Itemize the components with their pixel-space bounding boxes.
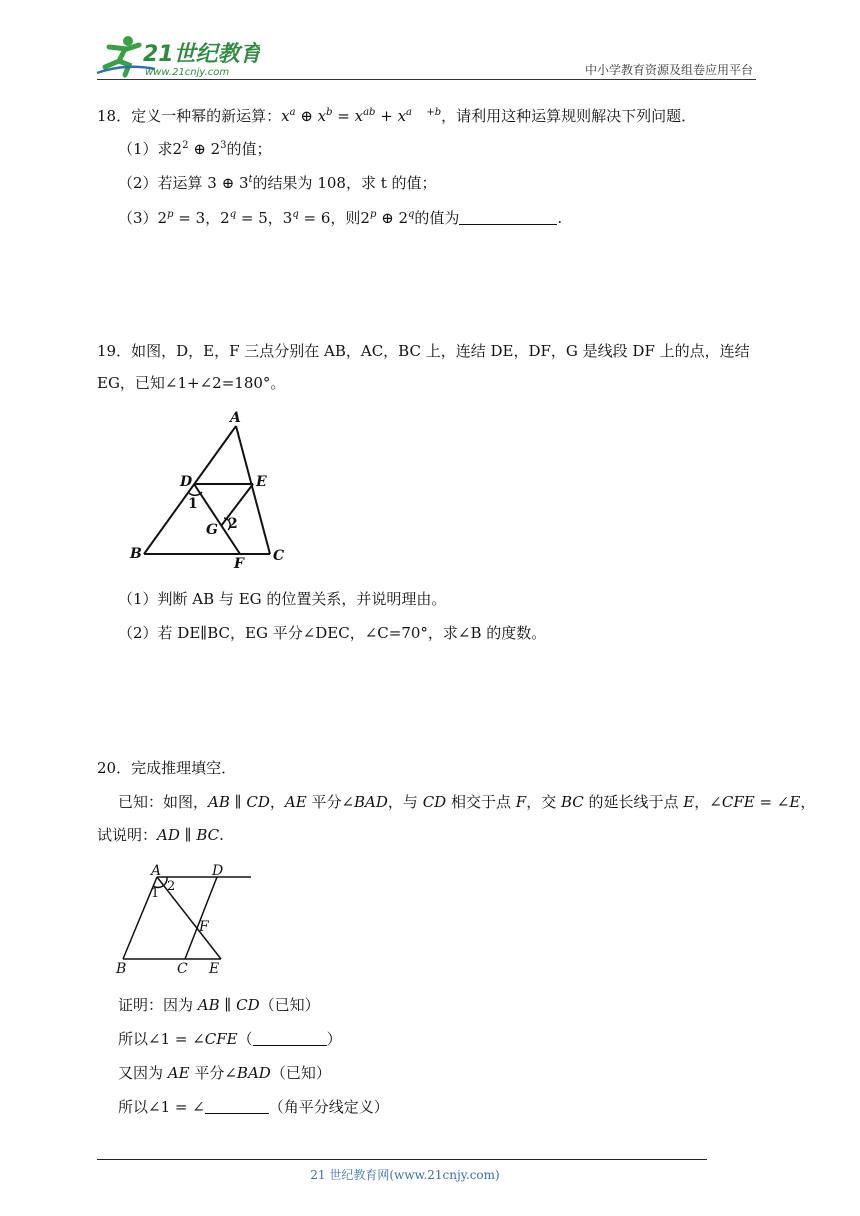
q20-proof-line2: 所以∠1 = ∠CFE（ ） (118, 1030, 342, 1048)
label-a: A (151, 863, 162, 879)
header-divider (97, 79, 756, 80)
label-b: B (130, 546, 142, 562)
segment-ac (236, 426, 270, 554)
label-c: C (273, 548, 285, 564)
label-e: E (256, 474, 267, 490)
label-c: C (177, 961, 188, 977)
label-g: G (206, 522, 218, 538)
q20-prove: 试说明：AD ∥ BC. (97, 826, 224, 844)
footer-text[interactable]: 21 世纪教育网(www.21cnjy.com) (310, 1168, 500, 1182)
q19-part1: （1）判断 AB 与 EG 的位置关系，并说明理由。 (118, 590, 447, 608)
q18-part2: （2）若运算 3 ⊕ 3$^t$的结果为 108，求 t 的值； (118, 174, 437, 192)
label-a: A (230, 410, 241, 426)
logo-url: www.21cnjy.com (145, 67, 230, 78)
q20-given: 已知：如图，AB ∥ CD，AE 平分∠BAD，与 CD 相交于点 F，交 BC 的延长线于点 E，∠CFE = ∠E， (118, 793, 816, 811)
q19-figure (118, 408, 288, 574)
label-b: B (116, 961, 127, 977)
label-angle1: 1 (188, 496, 198, 512)
q18-intro: 18．定义一种幂的新运算：$x^a$ ⊕ $x^b = x^{ab} + x^a$ $^{+b}$，请利用这种运算规则解决下列问题． (97, 107, 697, 125)
label-f: F (199, 919, 209, 935)
q18-part1: （1）求$2^2$ ⊕ $2^3$的值； (118, 140, 272, 158)
label-angle1: 1 (151, 886, 160, 901)
angle-blank[interactable] (205, 1113, 269, 1114)
label-angle2: 2 (167, 879, 176, 894)
label-e: E (209, 961, 220, 977)
site-logo (95, 33, 260, 78)
logo-text: 21世纪教育 (143, 42, 260, 67)
footer-divider (97, 1159, 707, 1160)
label-angle2: 2 (228, 516, 238, 532)
segment-ab (144, 426, 236, 554)
label-d: D (212, 863, 224, 879)
answer-blank[interactable] (459, 224, 557, 225)
q20-proof-line3: 又因为 AE 平分∠BAD（已知） (118, 1064, 331, 1082)
reason-blank[interactable] (253, 1045, 327, 1046)
q19-part2: （2）若 DE∥BC，EG 平分∠DEC，∠C=70°，求∠B 的度数。 (118, 624, 547, 642)
label-d: D (180, 474, 193, 490)
q20-title: 20．完成推理填空． (97, 759, 237, 777)
q19-line1: 19．如图，D，E，F 三点分别在 AB，AC，BC 上，连结 DE，DF，G 是线段 DF 上的点，连结 (97, 342, 750, 360)
q20-proof-line1: 证明：因为 AB ∥ CD（已知） (118, 996, 320, 1014)
q18-part3: $(3)2^p = 3$，$2^q = 5$，$3^q = 6$，则2$^p$ ⊕ 2$^q$的值为 . (118, 209, 563, 227)
q20-proof-line4: 所以∠1 = ∠ （角平分线定义） (118, 1098, 389, 1116)
label-f: F (234, 556, 244, 570)
q19-line2: EG，已知∠1+∠2=180°。 (97, 374, 286, 392)
header-platform-text: 中小学教育资源及组卷应用平台 (584, 63, 753, 77)
q20-figure (113, 859, 258, 983)
